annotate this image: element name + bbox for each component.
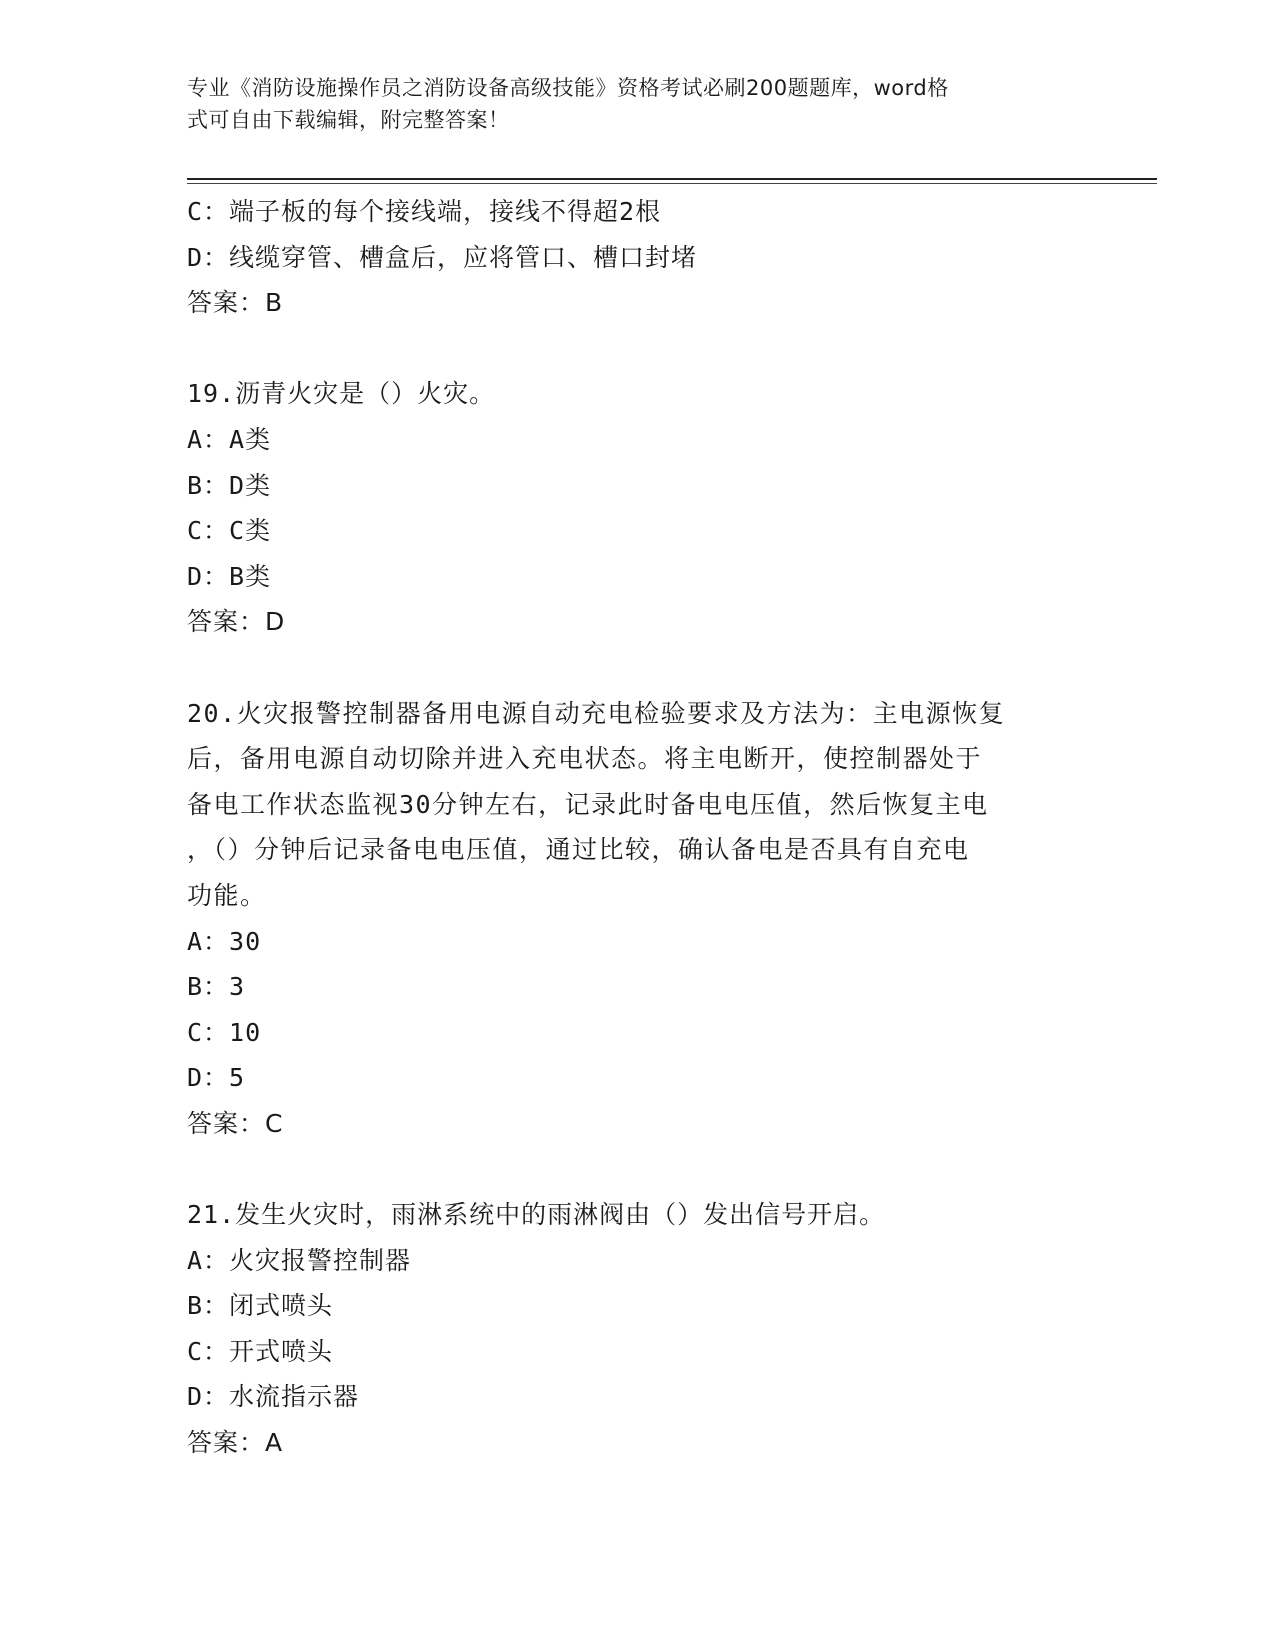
question-stem-line-3: 备电工作状态监视30分钟左右，记录此时备电电压值，然后恢复主电	[187, 789, 989, 819]
option-d: D：线缆穿管、槽盒后，应将管口、槽口封堵	[187, 242, 698, 272]
question-stem-line-5: 功能。	[187, 880, 267, 910]
answer: 答案：B	[187, 288, 284, 318]
option-a: A：30	[187, 926, 262, 956]
question-stem: 21.发生火灾时，雨淋系统中的雨淋阀由（）发出信号开启。	[187, 1200, 886, 1230]
answer: 答案：D	[187, 607, 286, 637]
question-stem-line-2: 后，备用电源自动切除并进入充电状态。将主电断开，使控制器处于	[187, 744, 983, 774]
option-d: D：5	[187, 1063, 246, 1093]
question-18-tail	[187, 189, 1087, 326]
question-content	[187, 189, 1087, 1466]
spacer	[187, 326, 1087, 372]
question-stem: 19.沥青火灾是（）火灾。	[187, 379, 496, 409]
option-c: C：10	[187, 1017, 262, 1047]
answer: 答案：A	[187, 1428, 284, 1458]
answer: 答案：C	[187, 1108, 284, 1138]
option-c: C：开式喷头	[187, 1336, 334, 1366]
header-rule-thick	[187, 178, 1157, 180]
option-b: B：D类	[187, 470, 272, 500]
header-line-2: 式可自由下载编辑，附完整答案！	[187, 108, 510, 132]
spacer	[187, 1146, 1087, 1192]
option-b: B：3	[187, 972, 246, 1002]
header-rule-thin	[187, 183, 1157, 184]
option-c: C：端子板的每个接线端，接线不得超2根	[187, 197, 662, 226]
question-stem-line-1: 20.火灾报警控制器备用电源自动充电检验要求及方法为：主电源恢复	[187, 698, 1006, 728]
option-c: C：C类	[187, 516, 272, 546]
option-d: D：水流指示器	[187, 1382, 360, 1412]
question-20	[187, 691, 1087, 1147]
option-a: A：火灾报警控制器	[187, 1245, 412, 1275]
question-stem-line-4: ，（）分钟后记录备电电压值，通过比较，确认备电是否具有自充电	[187, 835, 970, 865]
option-a: A：A类	[187, 424, 272, 454]
option-b: B：闭式喷头	[187, 1291, 334, 1321]
question-21	[187, 1192, 1087, 1466]
document-header	[187, 72, 1067, 136]
question-19	[187, 371, 1087, 645]
header-line-1: 专业《消防设施操作员之消防设备高级技能》资格考试必刷200题题库，word格	[187, 76, 949, 100]
spacer	[187, 645, 1087, 691]
option-d: D：B类	[187, 561, 272, 591]
